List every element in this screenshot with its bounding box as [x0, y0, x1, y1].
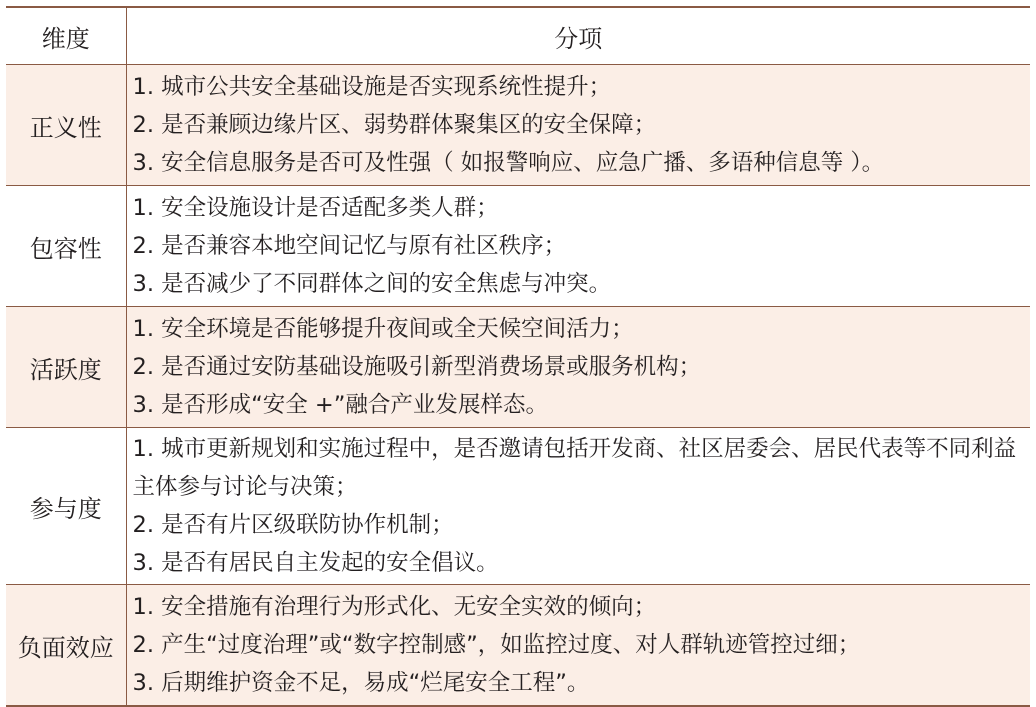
item-line: 1. 安全设施设计是否适配多类人群；	[132, 195, 499, 221]
item-line: 1. 城市更新规划和实施过程中，是否邀请包括开发商、社区居委会、居民代表等不同利益主体参与讨论与决策；	[132, 436, 1017, 500]
item-line: 2. 产生“过度治理”或“数字控制感”，如监控过度、对人群轨迹管控过细；	[132, 632, 861, 658]
item-line: 3. 安全信息服务是否可及性强（ 如报警响应、应急广播、多语种信息等 ）。	[132, 150, 885, 176]
items-cell	[126, 65, 1030, 186]
dimension-cell: 正义性	[6, 65, 126, 186]
items-cell	[126, 186, 1030, 307]
item-line: 2. 是否兼容本地空间记忆与原有社区秩序；	[132, 233, 567, 259]
table-row	[6, 428, 1030, 585]
item-line: 3. 是否形成“安全 +”融合产业发展样态。	[132, 392, 548, 418]
item-line: 1. 安全措施有治理行为形式化、无安全实效的倾向；	[132, 594, 657, 620]
dimension-cell: 参与度	[6, 428, 126, 585]
table-row	[6, 65, 1030, 186]
header-items: 分项	[126, 7, 1030, 65]
items-cell	[126, 307, 1030, 428]
dimension-cell: 包容性	[6, 186, 126, 307]
item-line: 3. 后期维护资金不足，易成“烂尾安全工程”。	[132, 670, 590, 696]
dimension-cell: 负面效应	[6, 585, 126, 707]
header-dimension: 维度	[6, 7, 126, 65]
item-line: 2. 是否有片区级联防协作机制；	[132, 512, 454, 538]
item-line: 2. 是否通过安防基础设施吸引新型消费场景或服务机构；	[132, 354, 702, 380]
evaluation-table	[6, 6, 1030, 707]
item-line: 2. 是否兼顾边缘片区、弱势群体聚集区的安全保障；	[132, 112, 657, 138]
table-row	[6, 585, 1030, 707]
item-line: 3. 是否减少了不同群体之间的安全焦虑与冲突。	[132, 271, 612, 297]
dimension-cell: 活跃度	[6, 307, 126, 428]
items-cell	[126, 585, 1030, 707]
table-row	[6, 186, 1030, 307]
evaluation-table-container	[6, 6, 1030, 694]
item-line: 1. 安全环境是否能够提升夜间或全天候空间活力；	[132, 316, 634, 342]
item-line: 1. 城市公共安全基础设施是否实现系统性提升；	[132, 74, 612, 100]
table-header-row	[6, 7, 1030, 65]
items-cell	[126, 428, 1030, 585]
table-row	[6, 307, 1030, 428]
item-line: 3. 是否有居民自主发起的安全倡议。	[132, 550, 499, 576]
